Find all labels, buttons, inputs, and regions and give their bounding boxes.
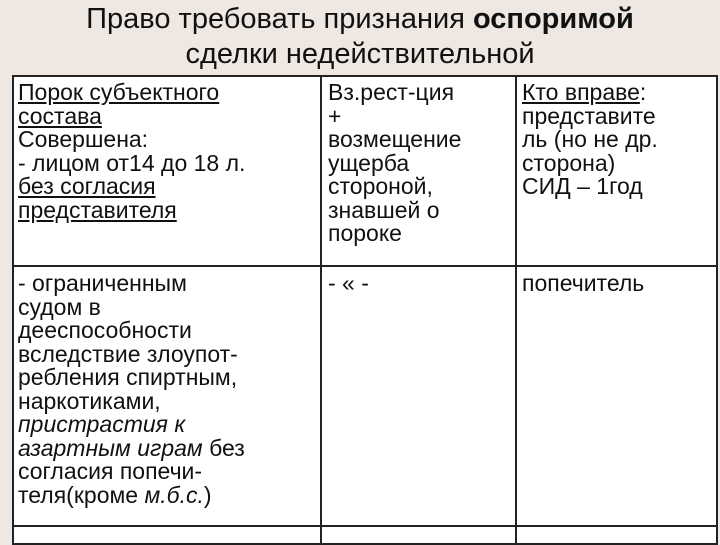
cell-line [18,481,245,508]
cell-line: возмещение [328,126,462,152]
cell-line [522,81,658,105]
cell-line: судом в [18,293,101,320]
title-text: Право требовать признания [86,3,473,35]
cell-line: - « - [328,270,369,296]
plain-text: без [202,434,245,461]
cell-line: ребления спиртным, [18,364,238,390]
cell-line: сторона) [522,149,616,176]
table-cell-defect-2 [18,272,245,507]
column-divider [320,77,322,543]
who-colon: : [639,79,647,105]
cell-line: попечитель [522,270,645,296]
table-cell-who-1 [522,81,658,199]
cell-line: пристрастия к [18,411,186,437]
table-cell-who-2 [522,272,644,296]
cell-line: ль (но не др. [522,126,658,152]
cell-line: состава [18,102,102,129]
title-line-2: сделки недействительной [185,38,535,70]
slide-title [0,2,720,74]
who-label: Кто вправе [522,79,640,105]
cell-line: Совершена: [18,126,149,152]
cell-line: согласия попечи- [18,458,203,484]
cell-line: + [328,102,342,129]
cell-line: ущерба [328,149,410,176]
cell-line: Вз.рест-ция [328,79,455,105]
cell-line: - лицом от14 до 18 л. [18,149,246,176]
cell-line: вследствие злоупот- [18,340,238,367]
plain-text: теля(кроме [18,481,145,508]
cell-line: наркотиками, [18,387,161,414]
row-divider [14,525,716,527]
cell-line: дееспособности [18,317,192,343]
row-divider [14,265,716,267]
italic-text: м.б.с. [144,481,204,508]
italic-text: азартным играм [18,434,203,461]
title-bold-text: оспоримой [472,3,634,35]
cell-line: представителя [18,196,177,223]
plain-text: ) [203,481,212,508]
table-cell-consequences-2 [328,272,369,296]
title-line-1 [0,2,720,37]
cell-line: без согласия [18,173,156,199]
cell-line: - ограниченным [18,270,187,296]
cell-line: Порок субъектного [18,79,220,105]
table-cell-defect-1 [18,81,245,222]
table-cell-consequences-1 [328,81,461,246]
cell-line: стороной, [328,173,433,199]
cell-line: пороке [328,220,402,246]
rules-table [12,75,718,545]
cell-line: знавшей о [328,196,440,223]
cell-line: СИД – 1год [522,173,643,199]
cell-line [18,434,245,461]
cell-line: представите [522,102,656,129]
column-divider [515,77,517,543]
